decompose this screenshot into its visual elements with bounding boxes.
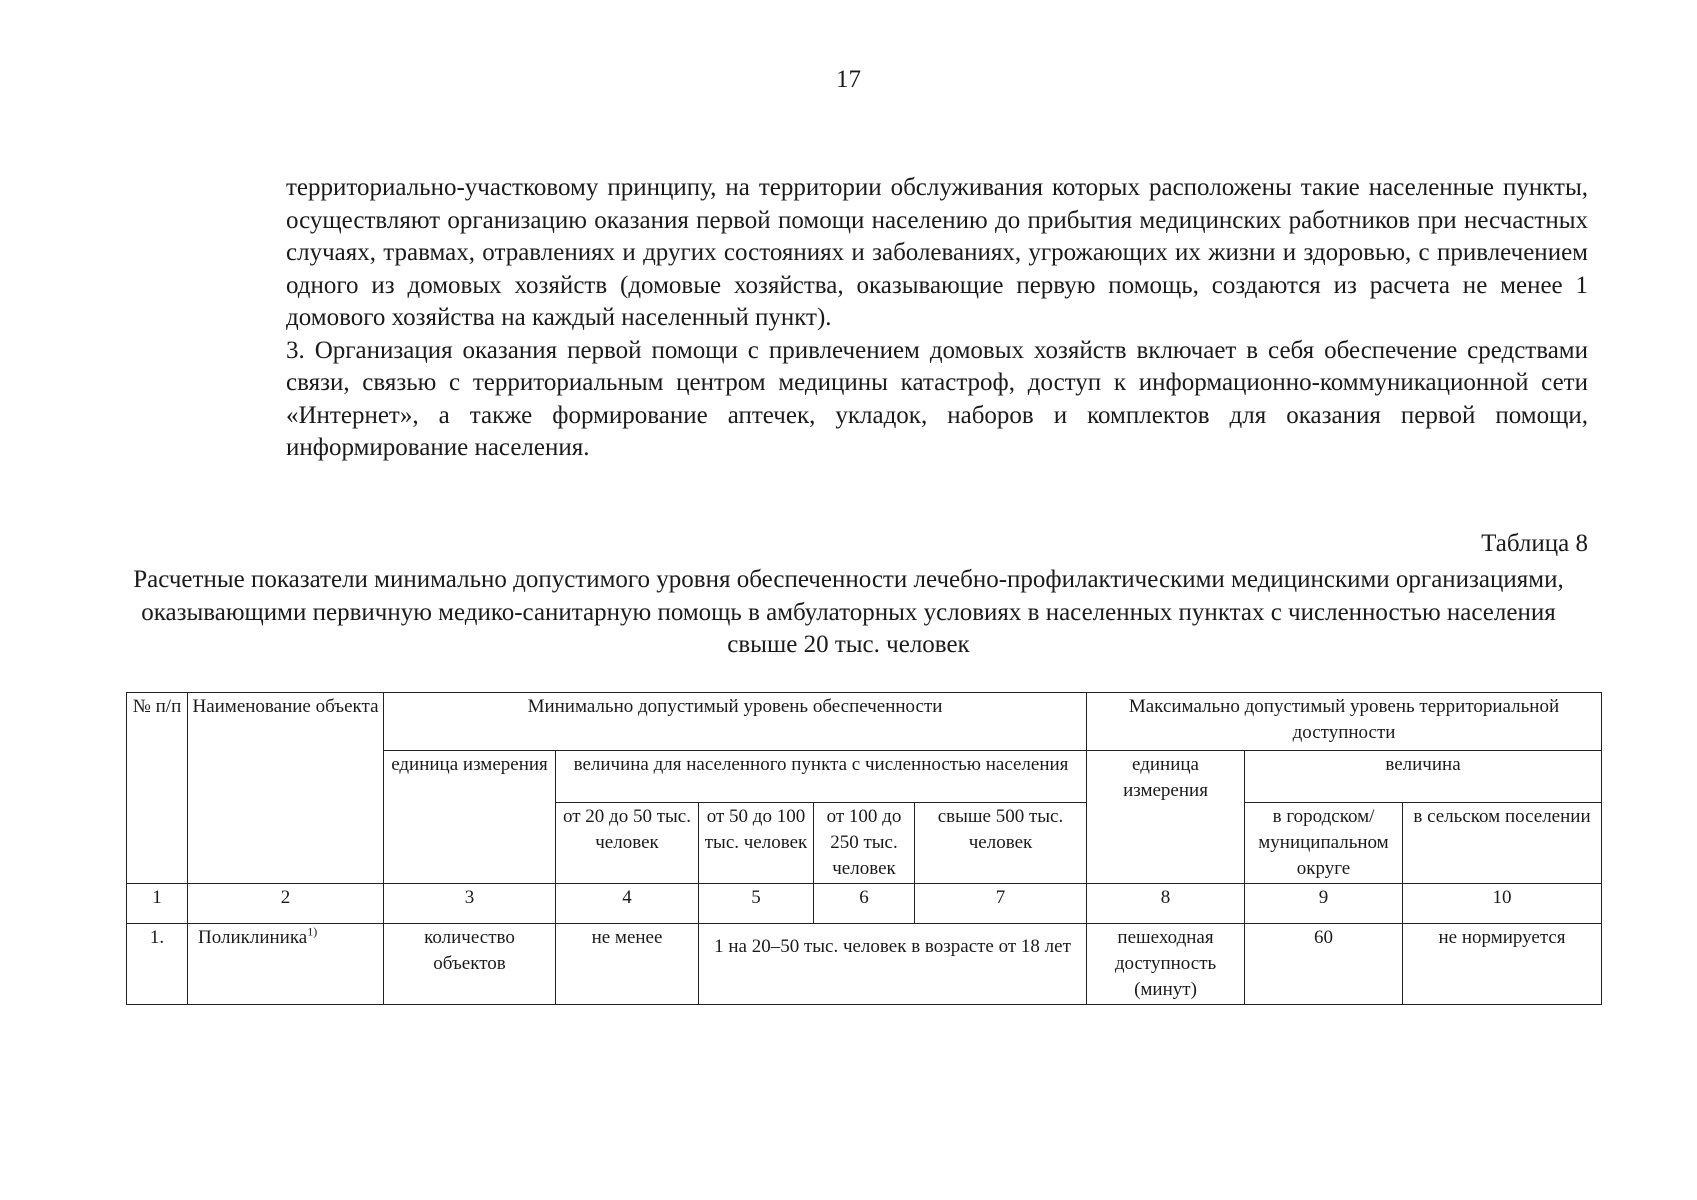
row-min-value: 1 на 20–50 тыс. человек в возрасте от 18 лет — [699, 924, 1087, 1005]
header-pop-500-plus: свыше 500 тыс. человек — [915, 803, 1087, 884]
column-number: 6 — [814, 884, 915, 924]
header-min-level: Минимально допустимый уровень обеспеченности — [384, 693, 1087, 751]
row-num: 1. — [127, 924, 188, 1005]
row-name-text: Поликлиника — [198, 927, 308, 948]
header-pop-50-100: от 50 до 100 тыс. человек — [699, 803, 814, 884]
header-max-access: Максимально допустимый уровень территориальной доступности — [1087, 693, 1602, 751]
header-name: Наименование объекта — [188, 693, 384, 884]
row-access-unit: пешеходная доступность (минут) — [1087, 924, 1245, 1005]
header-unit-min: единица измерения — [384, 751, 556, 884]
paragraph-item-3: 3. Организация оказания первой помощи с привлечением домовых хозяйств включает в себя обеспечение средствами связи, связью с территориальным центром медицины катастроф, доступ к информационно-коммуникационной сети «Интернет», а также формирование аптечек, укладок, наборов и комплектов для оказания первой помощи, информирование населения. — [286, 336, 1588, 461]
table-row — [127, 924, 1602, 1005]
header-urban: в городском/ муниципальном округе — [1245, 803, 1403, 884]
column-number: 1 — [127, 884, 188, 924]
row-urban-value: 60 — [1245, 924, 1403, 1005]
column-number: 3 — [384, 884, 556, 924]
page-number: 17 — [836, 66, 861, 93]
header-num: № п/п — [127, 693, 188, 884]
row-unit: количество объектов — [384, 924, 556, 1005]
header-value-by-population: величина для населенного пункта с численностью населения — [556, 751, 1087, 803]
table-caption: Расчетные показатели минимально допустимого уровня обеспеченности лечебно-профилактическими медицинскими организациями, оказывающими первичную медико-санитарную помощь в амбулаторных условиях в населенных пунктах с численностью населения свыше 20 тыс. человек — [133, 566, 1564, 658]
row-name-footnote: 1) — [307, 924, 318, 939]
paragraph-continuation: территориально-участковому принципу, на территории обслуживания которых расположены такие населенные пункты, осуществляют организацию оказания первой помощи населению до прибытия медицинских работников при несчастных случаях, травмах, отравлениях и других состояниях и заболеваниях, угрожающих их жизни и здоровью, с привлечением одного из домовых хозяйств (домовые хозяйства, оказывающие первую помощь, создаются из расчета не менее 1 домового хозяйства на каждый населенный пункт). — [286, 174, 1588, 331]
row-rural-value: не нормируется — [1403, 924, 1602, 1005]
row-name — [188, 924, 384, 1005]
indicators-table — [126, 692, 1602, 1005]
header-unit-max: единица измерения — [1087, 751, 1245, 884]
header-pop-20-50: от 20 до 50 тыс. человек — [556, 803, 699, 884]
column-number: 8 — [1087, 884, 1245, 924]
row-min-qualifier: не менее — [556, 924, 699, 1005]
column-number: 10 — [1403, 884, 1602, 924]
column-number: 9 — [1245, 884, 1403, 924]
header-row-1 — [127, 693, 1602, 751]
column-number-row — [127, 884, 1602, 924]
column-number: 5 — [699, 884, 814, 924]
table-label: Таблица 8 — [1481, 530, 1588, 557]
body-text — [286, 172, 1588, 465]
column-number: 4 — [556, 884, 699, 924]
header-rural: в сельском поселении — [1403, 803, 1602, 884]
column-number: 2 — [188, 884, 384, 924]
column-number: 7 — [915, 884, 1087, 924]
header-value: величина — [1245, 751, 1602, 803]
header-pop-100-250: от 100 до 250 тыс. человек — [814, 803, 915, 884]
